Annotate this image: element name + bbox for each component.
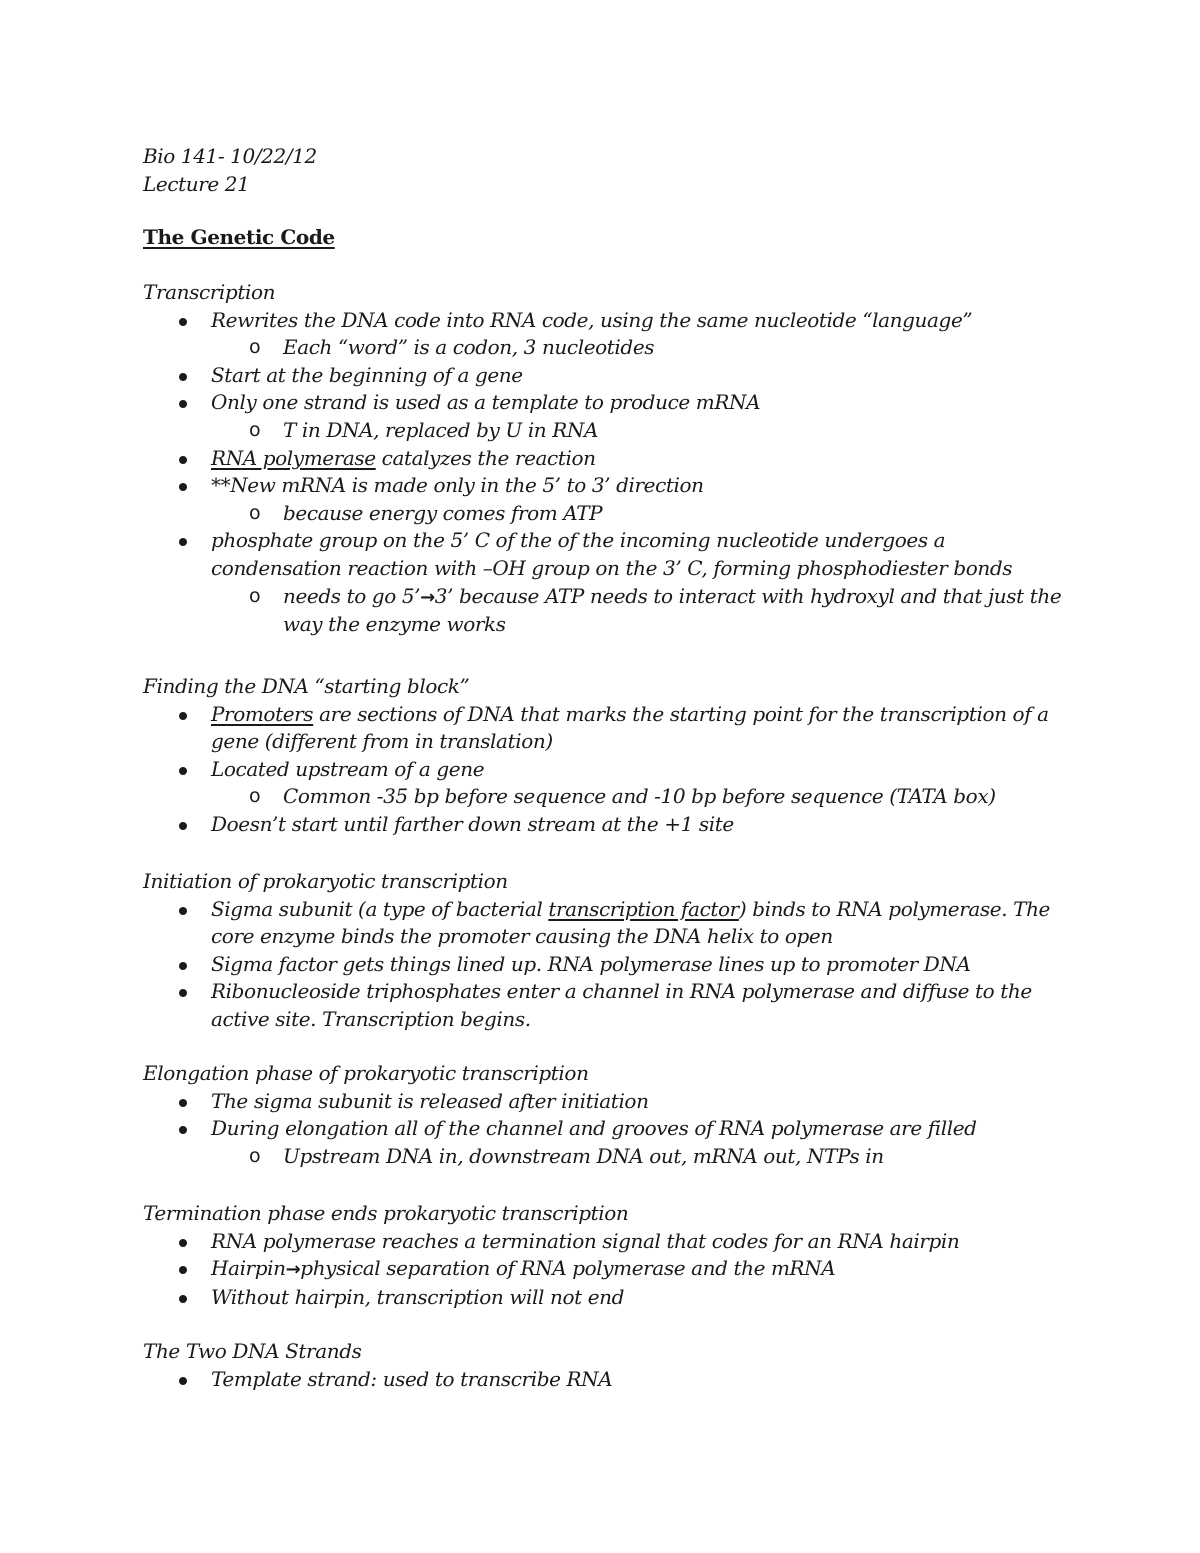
hollow-bullet-icon: o: [249, 785, 261, 808]
bullet-icon: [179, 767, 187, 775]
list-item: [143, 362, 1063, 390]
sub-list-item: [211, 1143, 1063, 1171]
bullet-icon: [179, 822, 187, 830]
bullet-icon: [179, 373, 187, 381]
bullet-text: Rewrites the DNA code into RNA code, using the same nucleotide “language”: [211, 307, 973, 332]
sub-bullet-text: 3’ because ATP needs to interact with hydroxyl and that just the way the enzyme works: [283, 583, 1062, 637]
bullet-list: [143, 1366, 1063, 1394]
document-title: The Genetic Code: [143, 225, 335, 249]
bullet-text: ) binds to RNA polymerase. The core enzyme binds the promoter causing the DNA helix to open: [211, 896, 1050, 949]
list-item: [143, 1088, 1063, 1116]
bullet-icon: [179, 483, 187, 491]
bullet-text: The sigma subunit is released after initiation: [211, 1088, 649, 1113]
sub-bullet-text: Common -35 bp before sequence and -10 bp before sequence (TATA box): [283, 784, 996, 809]
list-item: [143, 978, 1063, 1033]
section-two-dna-strands: [143, 1338, 1063, 1393]
section-heading: Termination phase ends prokaryotic transcription: [143, 1201, 629, 1225]
bullet-text: physical separation of RNA polymerase and the mRNA: [300, 1256, 836, 1281]
right-arrow-icon: →: [420, 586, 435, 608]
sub-bullet-text: Upstream DNA in, downstream DNA out, mRNA out, NTPs in: [283, 1143, 884, 1168]
bullet-text: **New mRNA is made only in the 5’ to 3’ direction: [211, 473, 704, 498]
sub-bullet-text: T in DNA, replaced by U in RNA: [283, 417, 599, 442]
sub-bullet-text: Each “word” is a codon, 3 nucleotides: [283, 335, 655, 360]
bullet-icon: [179, 1126, 187, 1134]
hollow-bullet-icon: o: [249, 1144, 261, 1167]
right-arrow-icon: →: [285, 1259, 301, 1281]
bullet-text: Located upstream of a gene: [211, 756, 485, 781]
bullet-list: [143, 307, 1063, 639]
course-date-line: Bio 141- 10/22/12: [143, 144, 317, 168]
sub-list: [211, 417, 1063, 445]
bullet-icon: [179, 1266, 187, 1274]
hollow-bullet-icon: o: [249, 336, 261, 359]
bullet-text: Only one strand is used as a template to produce mRNA: [211, 390, 761, 415]
lecture-number-line: Lecture 21: [143, 171, 250, 196]
underlined-term: transcription factor: [548, 896, 739, 921]
bullet-text: Start at the beginning of a gene: [211, 362, 523, 387]
list-item: [143, 445, 1063, 473]
bullet-list: [143, 896, 1063, 1034]
list-item: [143, 1255, 1063, 1284]
bullet-icon: [179, 962, 187, 970]
list-item: [143, 307, 1063, 362]
bullet-icon: [179, 318, 187, 326]
sub-list: [211, 583, 1063, 639]
bullet-text: During elongation all of the channel and grooves of RNA polymerase are filled: [211, 1116, 977, 1141]
sub-list-item: [211, 417, 1063, 445]
section-transcription: [143, 279, 1063, 639]
bullet-text: Without hairpin, transcription will not end: [211, 1284, 625, 1309]
bullet-icon: [179, 1239, 187, 1247]
bullet-list: [143, 1088, 1063, 1171]
bullet-icon: [179, 712, 187, 720]
list-item: [143, 1115, 1063, 1170]
bullet-list: [143, 701, 1063, 839]
section-heading: Finding the DNA “starting block”: [143, 674, 470, 698]
bullet-text: Sigma factor gets things lined up. RNA polymerase lines up to promoter DNA: [211, 951, 971, 976]
sub-list: [211, 1143, 1063, 1171]
bullet-icon: [179, 907, 187, 915]
bullet-list: [143, 1228, 1063, 1312]
bullet-text: catalyzes the reaction: [375, 445, 596, 470]
bullet-icon: [179, 538, 187, 546]
underlined-term: RNA polymerase: [211, 445, 376, 470]
bullet-icon: [179, 989, 187, 997]
section-initiation: [143, 868, 1063, 1034]
document-header: [143, 143, 317, 198]
sub-bullet-text: because energy comes from ATP: [283, 500, 603, 525]
hollow-bullet-icon: o: [249, 501, 261, 524]
bullet-text: Ribonucleoside triphosphates enter a channel in RNA polymerase and diffuse to the active site. Transcription begins.: [211, 979, 1032, 1031]
section-heading: Transcription: [143, 280, 276, 304]
list-item: [143, 951, 1063, 979]
hollow-bullet-icon: o: [249, 418, 261, 441]
underlined-term: Promoters: [211, 701, 314, 726]
list-item: [143, 756, 1063, 811]
section-elongation: [143, 1060, 1063, 1170]
section-heading: The Two DNA Strands: [143, 1339, 362, 1363]
bullet-icon: [179, 400, 187, 408]
section-termination: [143, 1200, 1063, 1311]
section-finding-starting-block: [143, 673, 1063, 839]
list-item: [143, 1228, 1063, 1256]
bullet-text: Hairpin: [211, 1256, 286, 1281]
bullet-text: Sigma subunit (a type of bacterial: [211, 896, 549, 921]
sub-bullet-text: needs to go 5’: [283, 583, 421, 608]
sub-list: [211, 500, 1063, 528]
bullet-text: RNA polymerase reaches a termination signal that codes for an RNA hairpin: [211, 1228, 960, 1253]
list-item: [143, 1284, 1063, 1312]
section-heading: Initiation of prokaryotic transcription: [143, 869, 508, 893]
hollow-bullet-icon: o: [249, 584, 261, 607]
list-item: [143, 527, 1063, 638]
bullet-text: are sections of DNA that marks the starting point for the transcription of a gene (different from in translation): [211, 701, 1049, 754]
list-item: [143, 389, 1063, 444]
bullet-icon: [179, 1377, 187, 1385]
sub-list: [211, 783, 1063, 811]
bullet-text: Template strand: used to transcribe RNA: [211, 1366, 613, 1391]
bullet-icon: [179, 456, 187, 464]
sub-list: [211, 334, 1063, 362]
section-heading: Elongation phase of prokaryotic transcription: [143, 1061, 589, 1085]
bullet-text: phosphate group on the 5’ C of the of the incoming nucleotide undergoes a condensation reaction with –OH group on the 3’ C, forming phosphodiester bonds: [211, 528, 1013, 580]
sub-list-item: [211, 334, 1063, 362]
list-item: [143, 896, 1063, 951]
list-item: [143, 472, 1063, 527]
list-item: [143, 701, 1063, 756]
sub-list-item: [211, 783, 1063, 811]
sub-list-item: [211, 500, 1063, 528]
bullet-text: Doesn’t start until farther down stream at the +1 site: [211, 811, 734, 836]
list-item: [143, 1366, 1063, 1394]
list-item: [143, 811, 1063, 839]
bullet-icon: [179, 1099, 187, 1107]
bullet-icon: [179, 1295, 187, 1303]
sub-list-item: [211, 583, 1063, 639]
